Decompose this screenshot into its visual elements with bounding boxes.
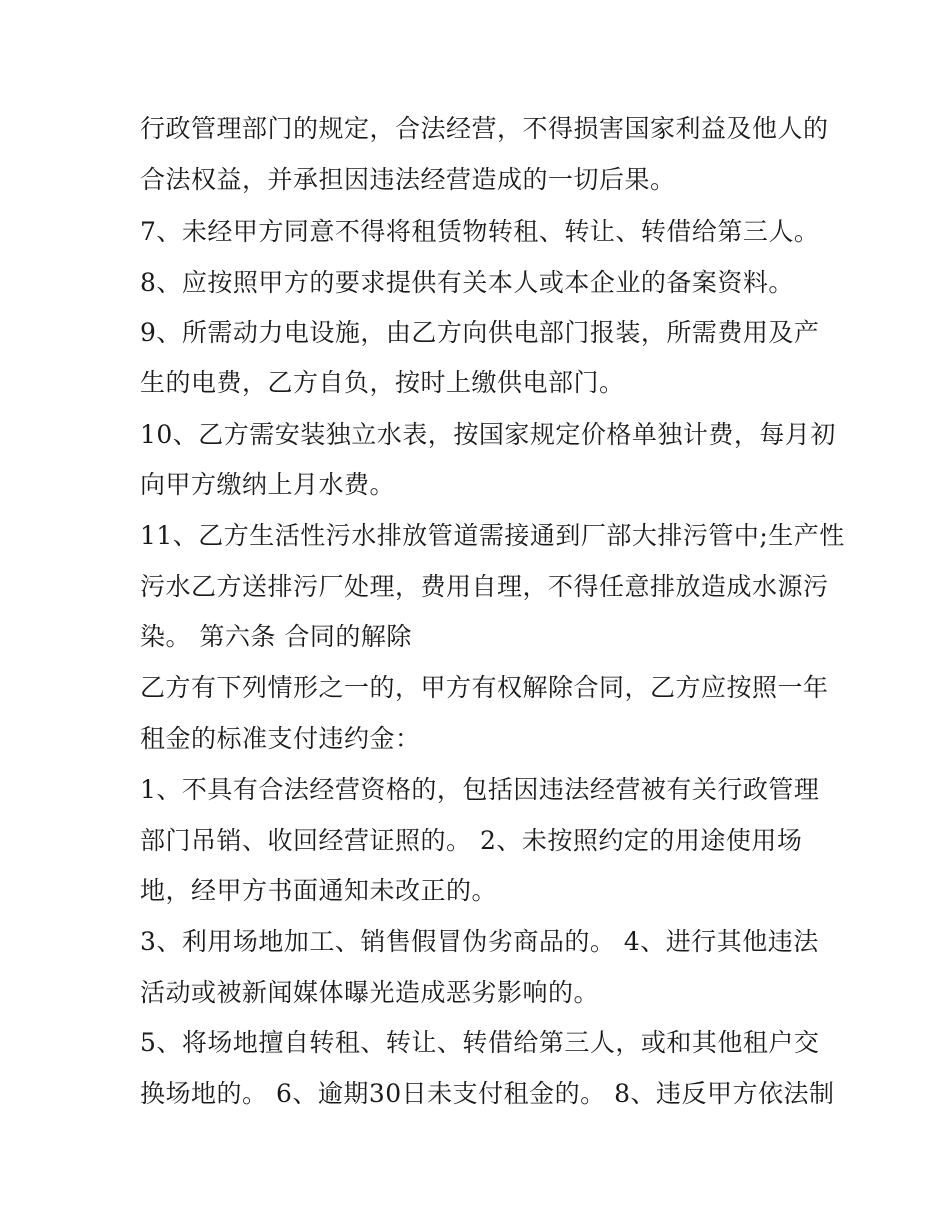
text-line: 行政管理部门的规定，合法经营，不得损害国家利益及他人的 <box>140 114 829 143</box>
text-line: 1、不具有合法经营资格的，包括因违法经营被有关行政管理 <box>140 775 820 804</box>
text-line: 换场地的。 6、逾期30日未支付租金的。 8、违反甲方依法制 <box>140 1079 835 1108</box>
text-line: 地，经甲方书面通知未改正的。 <box>140 876 498 905</box>
text-line: 11、乙方生活性污水排放管道需接通到厂部大排污管中;生产性 <box>140 521 845 550</box>
text-line: 污水乙方送排污厂处理，费用自理，不得任意排放造成水源污 <box>140 572 829 601</box>
text-line: 生的电费，乙方自负，按时上缴供电部门。 <box>140 368 625 397</box>
text-line: 乙方有下列情形之一的，甲方有权解除合同，乙方应按照一年 <box>140 673 829 702</box>
text-line: 部门吊销、收回经营证照的。 2、未按照约定的用途使用场 <box>140 826 803 855</box>
text-line: 9、所需动力电设施，由乙方向供电部门报装，所需费用及产 <box>140 318 820 347</box>
text-line: 活动或被新闻媒体曝光造成恶劣影响的。 <box>140 978 600 1007</box>
text-line: 租金的标准支付违约金： <box>140 724 421 753</box>
text-line: 3、利用场地加工、销售假冒伪劣商品的。 4、进行其他违法 <box>140 927 819 956</box>
text-line: 合法权益，并承担因违法经营造成的一切后果。 <box>140 165 676 194</box>
text-line: 10、乙方需安装独立水表，按国家规定价格单独计费，每月初 <box>140 420 836 449</box>
text-line: 5、将场地擅自转租、转让、转借给第三人，或和其他租户交 <box>140 1028 820 1057</box>
text-line: 8、应按照甲方的要求提供有关本人或本企业的备案资料。 <box>140 268 794 297</box>
text-line: 向甲方缴纳上月水费。 <box>140 470 396 499</box>
text-line: 7、未经甲方同意不得将租赁物转租、转让、转借给第三人。 <box>140 217 820 246</box>
text-line: 染。 第六条 合同的解除 <box>140 622 412 651</box>
